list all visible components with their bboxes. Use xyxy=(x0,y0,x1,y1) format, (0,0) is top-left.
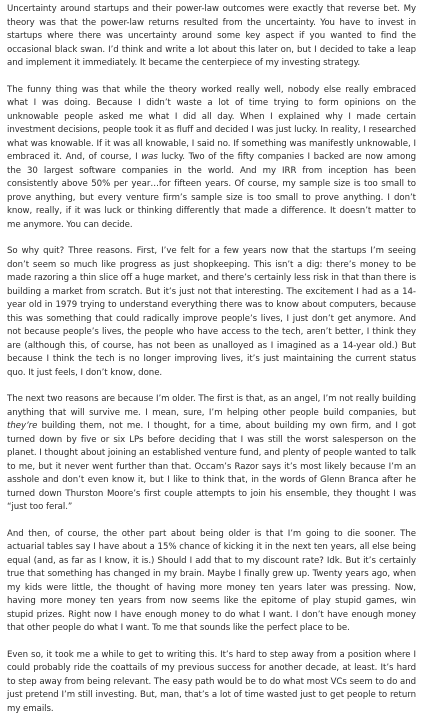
paragraph-text: building them, not me. I thought, for a time, about building my own firm, and I got turned down by five or six LPs before deciding that I was still the worst salesperson on the planet. I thought about joining an established venture fund, and plenty of people wanted to talk to me, but it never went further than that. Occam’s Razor says it’s most likely because I’m an asshole and don’t even know it, but I like to think that, in the words of Glenn Branca after he turned down Thurston Moore’s first couple attempts to join his ensemble, they thought I was “just too feral.” xyxy=(7,421,416,512)
paragraph xyxy=(7,649,416,716)
paragraph xyxy=(7,84,416,233)
paragraph xyxy=(7,528,416,636)
paragraph-text: So why quit? Three reasons. First, I’ve felt for a few years now that the startups I’m seeing don’t seem so much like progress as just shopkeeping. This isn’t a dig: there’s money to be made razoring a thin slice off a huge market, and there’s certainly less risk in that than there is building a market from scratch. But it’s just not that interesting. The excitement I had as a 14-year old in 1979 trying to understand everything there was to know about computers, because this was something that could radically improve people’s lives, I just don’t get anymore. And not because people’s lives, the people who have access to the tech, aren’t better, I think they are (although this, of course, has not been as unalloyed as I imagined as a 14-year old.) But because I think the tech is no longer improving lives, it’s just maintaining the current status quo. It just feels, I don’t know, done. xyxy=(7,246,416,378)
emphasized-text: was xyxy=(141,152,158,162)
paragraph-text: The funny thing was that while the theory worked really well, nobody else really embraced what I was doing. Because I didn’t waste a lot of time trying to form opinions on the unknowable people asked me what I did all day. When I explained why I made certain investment decisions, people took it as fluff and decided I was just lucky. In reality, I researched what was knowable. If it was all knowable, I said no. If something was manifestly unknowable, I embraced it. And, of course, I xyxy=(7,85,416,163)
emphasized-text: they’re xyxy=(7,421,37,431)
paragraph-text: And then, of course, the other part about being older is that I’m going to die sooner. The actuarial tables say I have about a 15% chance of kicking it in the next ten years, all else being equal (and, as far as I know, it is.) Should I add that to my discount rate? Idk. But it’s certainly true that something has changed in my brain. Maybe I finally grew up. Twenty years ago, when my kids were little, the thought of having more money ten years later was pressing. Now, having more money ten years from now seems like the epitome of play stupid games, win stupid prizes. Right now I have enough money to do what I want. I don’t have enough money that other people do what I want. To me that sounds like the perfect place to be. xyxy=(7,529,416,634)
paragraph-text: The next two reasons are because I’m older. The first is that, as an angel, I’m not really building anything that will survive me. I mean, sure, I’m helping other people build companies, but xyxy=(7,394,416,418)
document-body xyxy=(7,3,416,716)
paragraph-text: lucky. Two of the fifty companies I backed are now among the 30 largest software companies in the world. And my IRR from inception has been consistently above 50% per year…for fifteen years. Of course, my sample size is too small to prove anything, but every venture firm’s sample size is too small to prove anything. I don’t know, really, if it was luck or thinking differently that made a difference. It doesn’t matter to me anymore. You can decide. xyxy=(7,152,416,230)
paragraph xyxy=(7,245,416,380)
paragraph-text: Even so, it took me a while to get to writing this. It’s hard to step away from a position where I could probably ride the coattails of my previous success for another decade, at least. It’s hard to step away from being relevant. The easy path would be to do what most VCs seem to do and just pretend I’m still investing. But, man, that’s a lot of time wasted just to get people to return my emails. xyxy=(7,650,416,714)
paragraph-text: Uncertainty around startups and their power-law outcomes were exactly that reverse bet. My theory was that the power-law returns resulted from the uncertainty. You have to invest in startups where there was uncertainty around some key aspect if you wanted to find the occasional black swan. I’d think and write a lot about this later on, but I decided to take a leap and implement it immediately. It became the centerpiece of my investing strategy. xyxy=(7,4,416,68)
paragraph xyxy=(7,3,416,71)
paragraph xyxy=(7,393,416,515)
